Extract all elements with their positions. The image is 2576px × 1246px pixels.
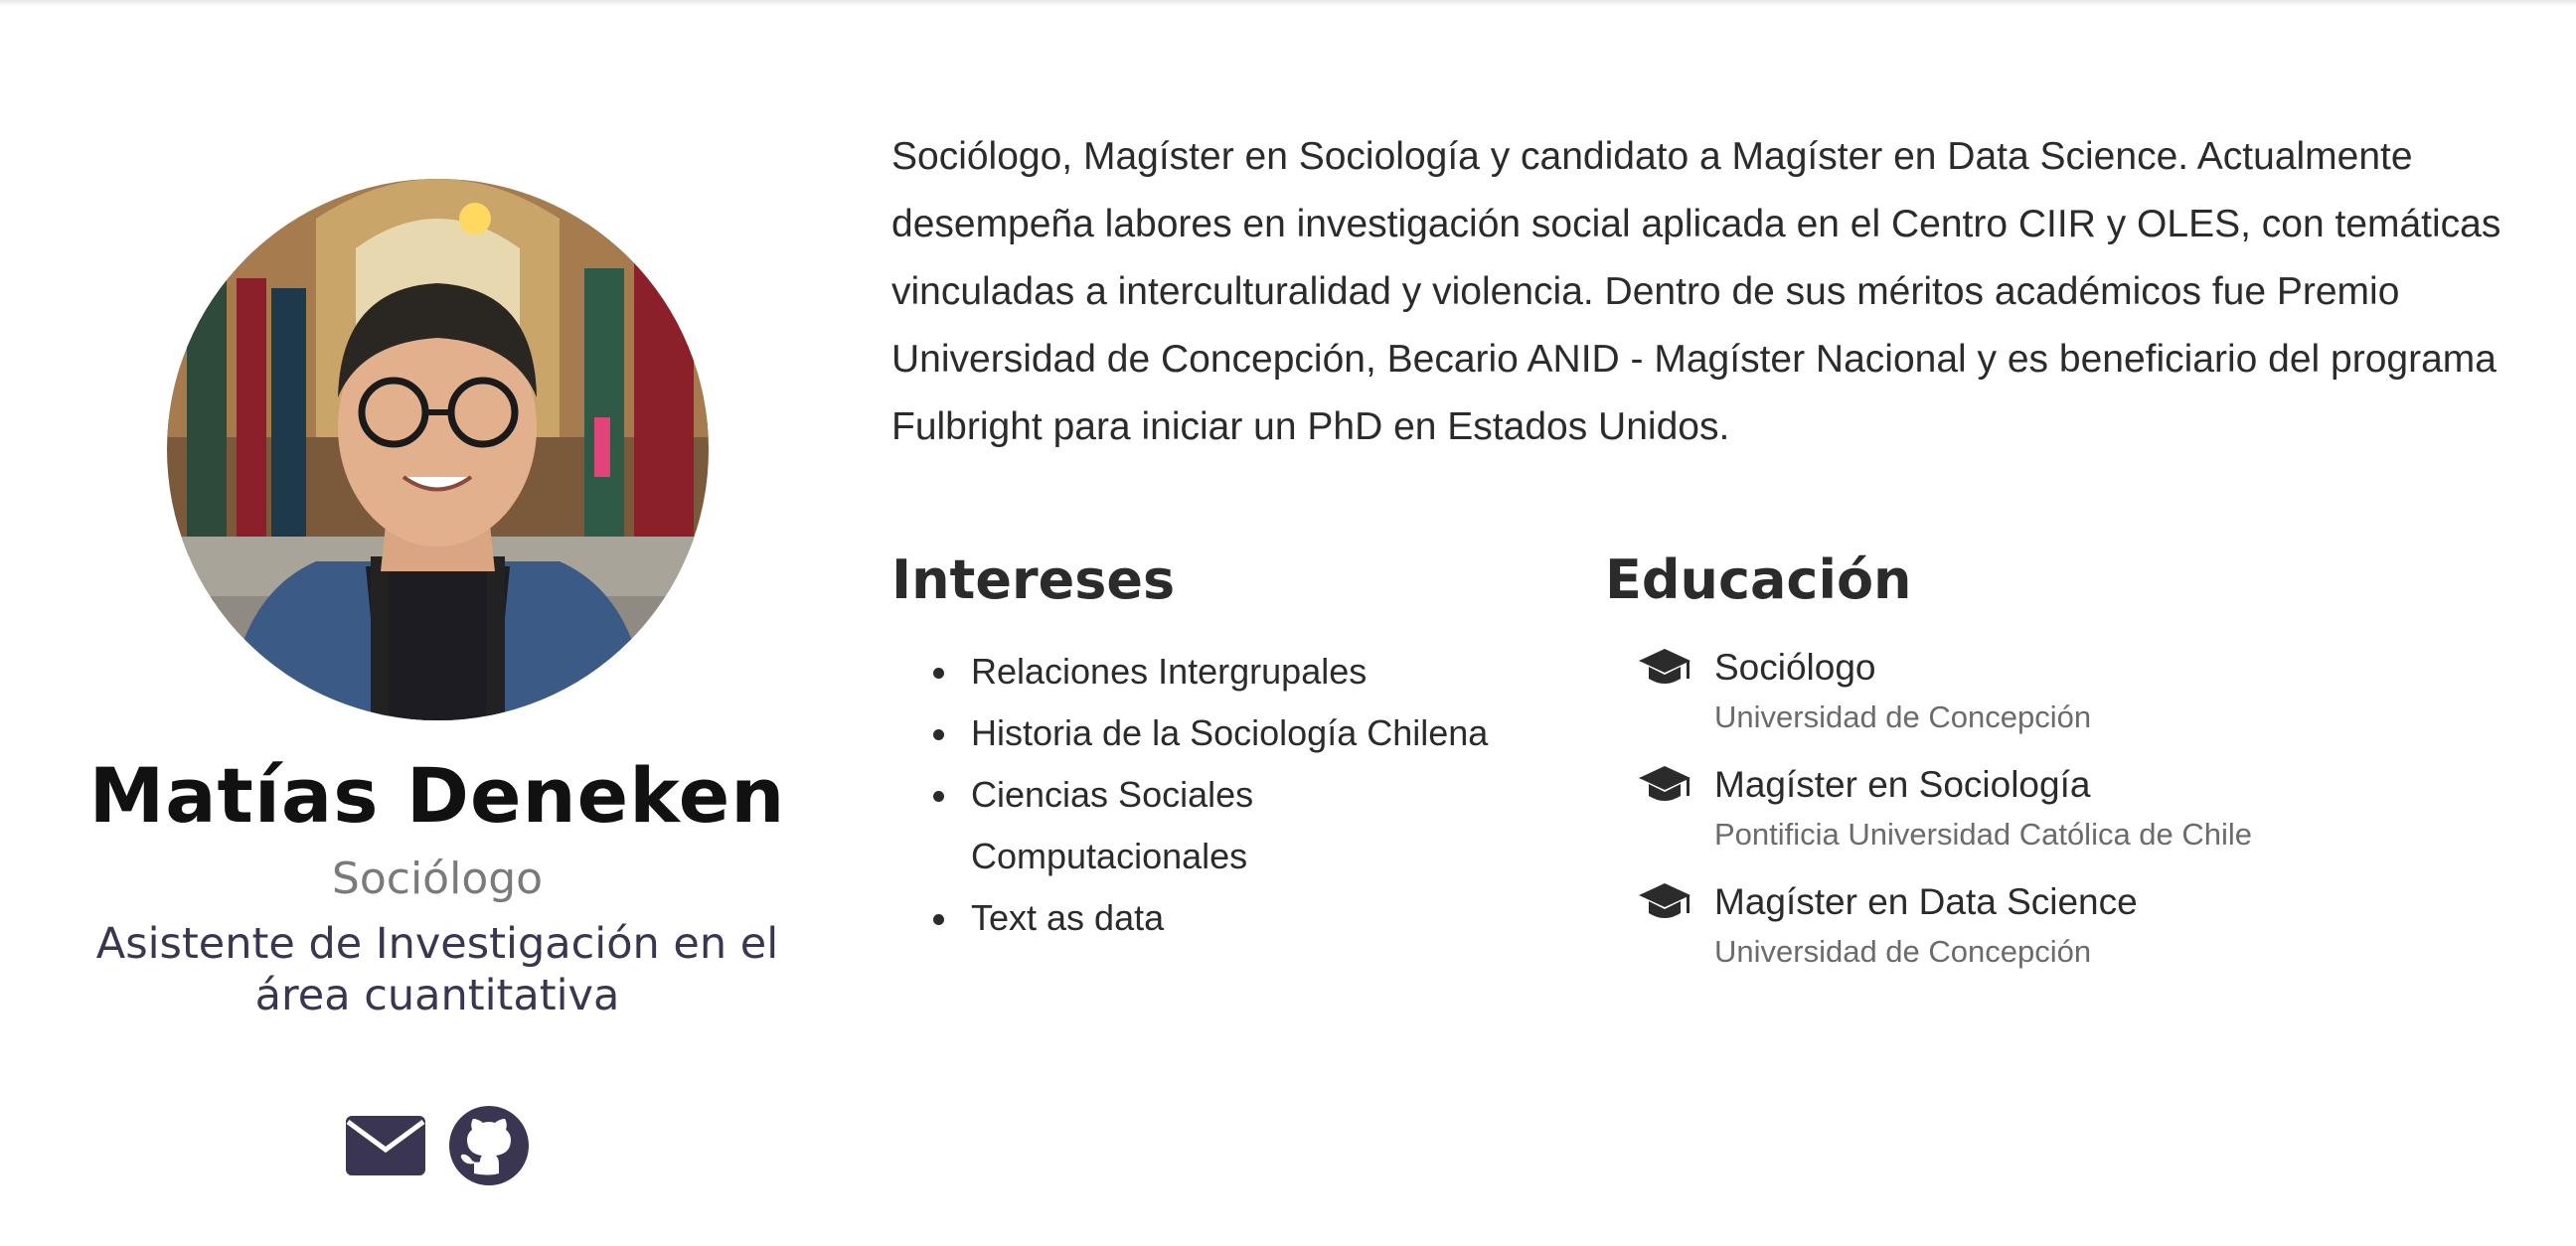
list-item: Ciencias Sociales Computacionales [971,764,1528,887]
graduation-cap-icon [1637,879,1692,925]
list-item: Text as data [971,887,1528,949]
list-item: Relaciones Intergrupales [971,641,1528,702]
education-section [1605,548,2519,993]
education-list [1605,641,2519,975]
education-item [1605,758,2519,857]
education-school: Pontificia Universidad Católica de Chile [1714,817,2253,852]
education-school: Universidad de Concepción [1714,700,2092,734]
profile-position: Asistente de Investigación en el área cuantitativa [95,919,779,1020]
envelope-icon [344,1104,427,1187]
profile-card [40,179,835,1187]
education-item [1605,641,2519,740]
interests-list [891,641,1528,949]
graduation-cap-icon [1637,645,1692,691]
education-item [1605,875,2519,975]
graduation-cap-icon [1637,762,1692,808]
profile-role: Sociólogo [331,853,544,904]
education-degree: Sociólogo [1714,647,1876,688]
github-link[interactable] [447,1104,531,1187]
profile-name: Matías Deneken [88,751,786,840]
education-title: Educación [1605,548,1912,611]
list-item: Historia de la Sociología Chilena [971,702,1528,764]
avatar-photo [167,179,709,720]
top-shadow [0,0,2576,6]
email-link[interactable] [344,1104,427,1187]
bio-text: Sociólogo, Magíster en Sociología y candidato a Magíster en Data Science. Actualmente desempeña labores en investigación social aplicada en el Centro CIIR y OLES, con temáticas vinculadas a interculturalidad y violencia. Dentro de sus méritos académicos fue Premio Universidad de Concepción, Becario ANID - Magíster Nacional y es beneficiario del programa Fulbright para iniciar un PhD en Estados Unidos. [891,135,2501,448]
education-degree: Magíster en Data Science [1714,881,2138,922]
education-school: Universidad de Concepción [1714,934,2092,969]
interests-title: Intereses [891,548,1176,611]
avatar [167,179,709,720]
interests-section [891,548,1528,949]
social-links [40,1104,835,1187]
education-degree: Magíster en Sociología [1714,764,2091,805]
github-icon [447,1104,531,1187]
